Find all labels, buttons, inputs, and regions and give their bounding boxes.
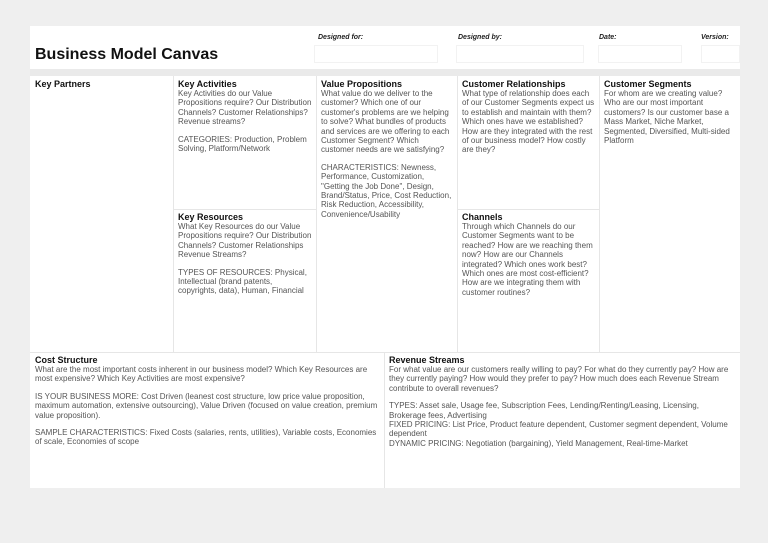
cost-structure-sample: SAMPLE CHARACTERISTICS: Fixed Costs (salaries, rents, utilities), Variable costs, Economies of scale, Economies of scope <box>35 428 377 447</box>
customer-relationships-text: What type of relationship does each of our Customer Segments expect us to establish and maintain with them? Which ones have we established? How are they integrated with the rest of our business model? How costly are they? <box>462 89 595 155</box>
version-field[interactable] <box>701 45 740 63</box>
version-label: Version: <box>701 34 729 41</box>
page-title: Business Model Canvas <box>35 46 219 63</box>
cost-structure-block[interactable] <box>31 353 384 487</box>
key-activities-categories: CATEGORIES: Production, Problem Solving, Platform/Network <box>178 134 307 154</box>
value-propositions-text: What value do we deliver to the customer? Which one of our customer's problems are we helping to solve? What bundles of products and services are we offering to each Customer Segment? Which customer needs are we satisfying? <box>321 89 450 155</box>
channels-text: Through which Channels do our Customer Segments want to be reached? How are we reaching them now? How are our Channels integrated? Which ones work best? Which ones are most cost-efficient? How are we integrating them with customer routines? <box>462 222 593 297</box>
value-propositions-characteristics: CHARACTERISTICS: Newness, Performance, Customization, "Getting the Job Done", Design, Brand/Status, Price, Cost Reduction, Risk Reduction, Accessibility, Convenience/Usability <box>321 162 452 219</box>
customer-segments-title: Customer Segments <box>604 79 692 89</box>
revenue-streams-types: TYPES: Asset sale, Usage fee, Subscription Fees, Lending/Renting/Leasing, Licensing, Brokerage fees, Advertising <box>389 401 699 420</box>
key-partners-title: Key Partners <box>35 79 91 89</box>
revenue-streams-text: For what value are our customers really willing to pay? For what do they currently pay? How are they currently paying? How would they prefer to pay? How much does each Revenue Stream contribute to overall revenues? <box>389 365 729 393</box>
revenue-streams-block[interactable] <box>385 353 740 487</box>
designed-for-field[interactable] <box>314 45 438 63</box>
key-activities-block[interactable] <box>174 77 316 209</box>
customer-relationships-title: Customer Relationships <box>462 79 566 89</box>
key-resources-title: Key Resources <box>178 212 244 222</box>
customer-segments-text: For whom are we creating value? Who are our most important customers? Is our customer base a Mass Market, Niche Market, Segmented, Diversified, Multi-sided Platform <box>604 89 730 146</box>
key-resources-text: What Key Resources do our Value Propositions require? Our Distribution Channels? Customer Relationships Revenue Streams? <box>178 222 312 260</box>
cost-structure-title: Cost Structure <box>35 355 98 365</box>
date-field[interactable] <box>598 45 682 63</box>
customer-segments-block[interactable] <box>600 77 740 351</box>
value-propositions-title: Value Propositions <box>321 79 403 89</box>
business-model-canvas <box>30 26 740 488</box>
cost-structure-business-more: IS YOUR BUSINESS MORE: Cost Driven (leanest cost structure, low price value proposition, maximum automation, extensive outsourcing), Value Driven (focused on value creation, premium value proposition). <box>35 391 378 420</box>
key-resources-types: TYPES OF RESOURCES: Physical, Intellectual (brand patents, copyrights, data), Human, Financial <box>178 267 307 296</box>
designed-by-field[interactable] <box>456 45 584 63</box>
cost-structure-text: What are the most important costs inherent in our business model? Which Key Resources are most expensive? Which Key Activities are most expensive? <box>35 365 368 384</box>
revenue-streams-fixed: FIXED PRICING: List Price, Product feature dependent, Customer segment dependent, Volume dependent <box>389 420 728 439</box>
customer-relationships-block[interactable] <box>458 77 599 209</box>
designed-for-label: Designed for: <box>318 34 364 41</box>
key-resources-block[interactable] <box>174 210 316 352</box>
channels-block[interactable] <box>458 210 599 352</box>
channels-title: Channels <box>462 212 503 222</box>
revenue-streams-title: Revenue Streams <box>389 355 465 365</box>
key-partners-block[interactable] <box>31 77 173 207</box>
header-divider <box>30 69 740 76</box>
value-propositions-block[interactable] <box>317 77 457 351</box>
revenue-streams-dynamic: DYNAMIC PRICING: Negotiation (bargaining), Yield Management, Real-time-Market <box>389 438 688 448</box>
date-label: Date: <box>599 34 617 41</box>
key-activities-title: Key Activities <box>178 79 237 89</box>
designed-by-label: Designed by: <box>458 34 502 41</box>
key-activities-text: Key Activities do our Value Propositions require? Our Distribution Channels? Customer Relationships? Revenue streams? <box>178 89 312 127</box>
